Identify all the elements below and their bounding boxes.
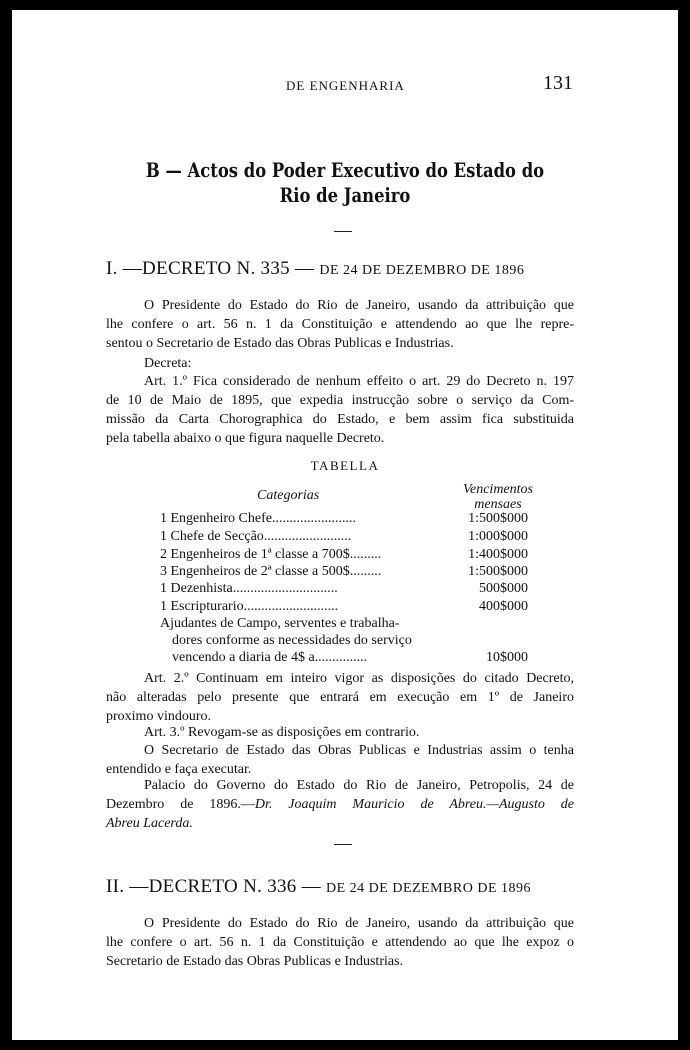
running-title: DE ENGENHARIA	[286, 78, 405, 93]
decree1-art1	[106, 372, 574, 448]
palacio-line	[106, 795, 574, 814]
art1-line: missão da Carta Chorographica do Estado, e bem assim fica substituida	[106, 412, 574, 427]
table-row-value: 1:400$000	[468, 547, 528, 562]
art2-line: não alteradas pelo presente que entrará em execução em 1º de Janeiro	[106, 690, 574, 705]
art3-line: Art. 3.º Revogam-se as disposições em contrario.	[144, 725, 420, 740]
decree1-heading-date: DE 24 DE DEZEMBRO DE 1896	[319, 263, 525, 278]
secretario-line: O Secretario de Estado das Obras Publicas e Industrias assim o tenha	[144, 743, 574, 758]
decree2-heading-date: DE 24 DE DEZEMBRO DE 1896	[326, 881, 532, 896]
decree1-heading	[106, 258, 524, 280]
ajudantes-text: Ajudantes de Campo, serventes e trabalha-	[160, 616, 400, 631]
art2-line: proximo vindouro.	[106, 709, 211, 724]
decree1-intro	[106, 296, 574, 353]
decree2-intro-line: Secretario de Estado das Obras Publicas e Industrias.	[106, 954, 404, 969]
table-row-value: 400$000	[479, 599, 528, 614]
decree1-intro-line: O Presidente do Estado do Rio de Janeiro, usando da attribuição que	[144, 298, 574, 313]
table-col-categorias: Categorias	[257, 488, 320, 503]
decree1-intro-line: sentou o Secretario de Estado das Obras Publicas e Industrias.	[106, 336, 454, 351]
decree1-secretario	[106, 741, 574, 779]
table-row-value: 10$000	[486, 650, 528, 665]
table-row-value: 500$000	[479, 581, 528, 596]
table-row-label: 2 Engenheiros de 1ª classe a 700$.........	[160, 547, 382, 562]
table-row-label: 1 Chefe de Secção.........................	[160, 529, 352, 544]
signatories: Dr. Joaquim Mauricio de Abreu.—Augusto de	[254, 797, 574, 812]
table-row-value: 1:500$000	[468, 511, 528, 526]
art1-line: de 10 de Maio de 1895, que expedia instrucção sobre o serviço da Com-	[106, 393, 574, 408]
art1-line: Art. 1.º Fica considerado de nenhum effeito o art. 29 do Decreto n. 197	[144, 374, 574, 389]
ajudantes-text: vencendo a diaria de 4$ a...............	[172, 650, 368, 665]
section-title-line1: B — Actos do Poder Executivo do Estado do	[145, 158, 545, 182]
divider	[334, 231, 352, 232]
table-row-label: 1 Dezenhista..............................	[160, 581, 338, 596]
table-col-vencimentos: Vencimentos mensaes	[463, 482, 533, 512]
table-row-value: 1:500$000	[468, 564, 528, 579]
divider	[334, 844, 352, 845]
decree2-intro-line: lhe confere o art. 56 n. 1 da Constituição e attendendo ao que lhe expoz o	[106, 935, 574, 950]
decree1-intro-line: lhe confere o art. 56 n. 1 da Constituição e attendendo ao que lhe repre-	[106, 317, 574, 332]
table-row-label: 1 Escripturario...........................	[160, 599, 339, 614]
art1-line: pela tabella abaixo o que figura naquelle Decreto.	[106, 431, 385, 446]
page	[12, 10, 678, 1040]
decree2-intro	[106, 914, 574, 971]
secretario-line: entendido e faça executar.	[106, 762, 252, 777]
table-row-value: 1:000$000	[468, 529, 528, 544]
decreta-label: Decreta:	[144, 356, 192, 371]
decree1-decreta	[106, 354, 574, 373]
table-row-label: 3 Engenheiros de 2ª classe a 500$.........	[160, 564, 382, 579]
decree1-art3	[106, 723, 574, 742]
table-row-label: 1 Engenheiro Chefe........................	[160, 511, 356, 526]
signatories-line2: Abreu Lacerda.	[106, 816, 193, 831]
table-row-ajudantes-line	[172, 650, 440, 671]
art2-line: Art. 2.º Continuam em inteiro vigor as disposições do citado Decreto,	[144, 671, 574, 686]
palacio-date: Dezembro de 1896.—	[106, 797, 255, 812]
decree2-heading	[106, 876, 531, 898]
palacio-line: Palacio do Governo do Estado do Rio de Janeiro, Petropolis, 24 de	[144, 778, 574, 793]
table-title: TABELLA	[310, 458, 380, 473]
decree1-heading-main: I. —DECRETO N. 335 —	[106, 258, 315, 279]
decree1-palacio	[106, 776, 574, 833]
decree2-heading-main: II. —DECRETO N. 336 —	[106, 876, 321, 897]
ajudantes-text: dores conforme as necessidades do serviço	[172, 633, 412, 648]
section-title-line2: Rio de Janeiro	[279, 183, 411, 207]
decree1-art2	[106, 669, 574, 726]
decree2-intro-line: O Presidente do Estado do Rio de Janeiro, usando da attribuição que	[144, 916, 574, 931]
page-number: 131	[543, 72, 573, 94]
